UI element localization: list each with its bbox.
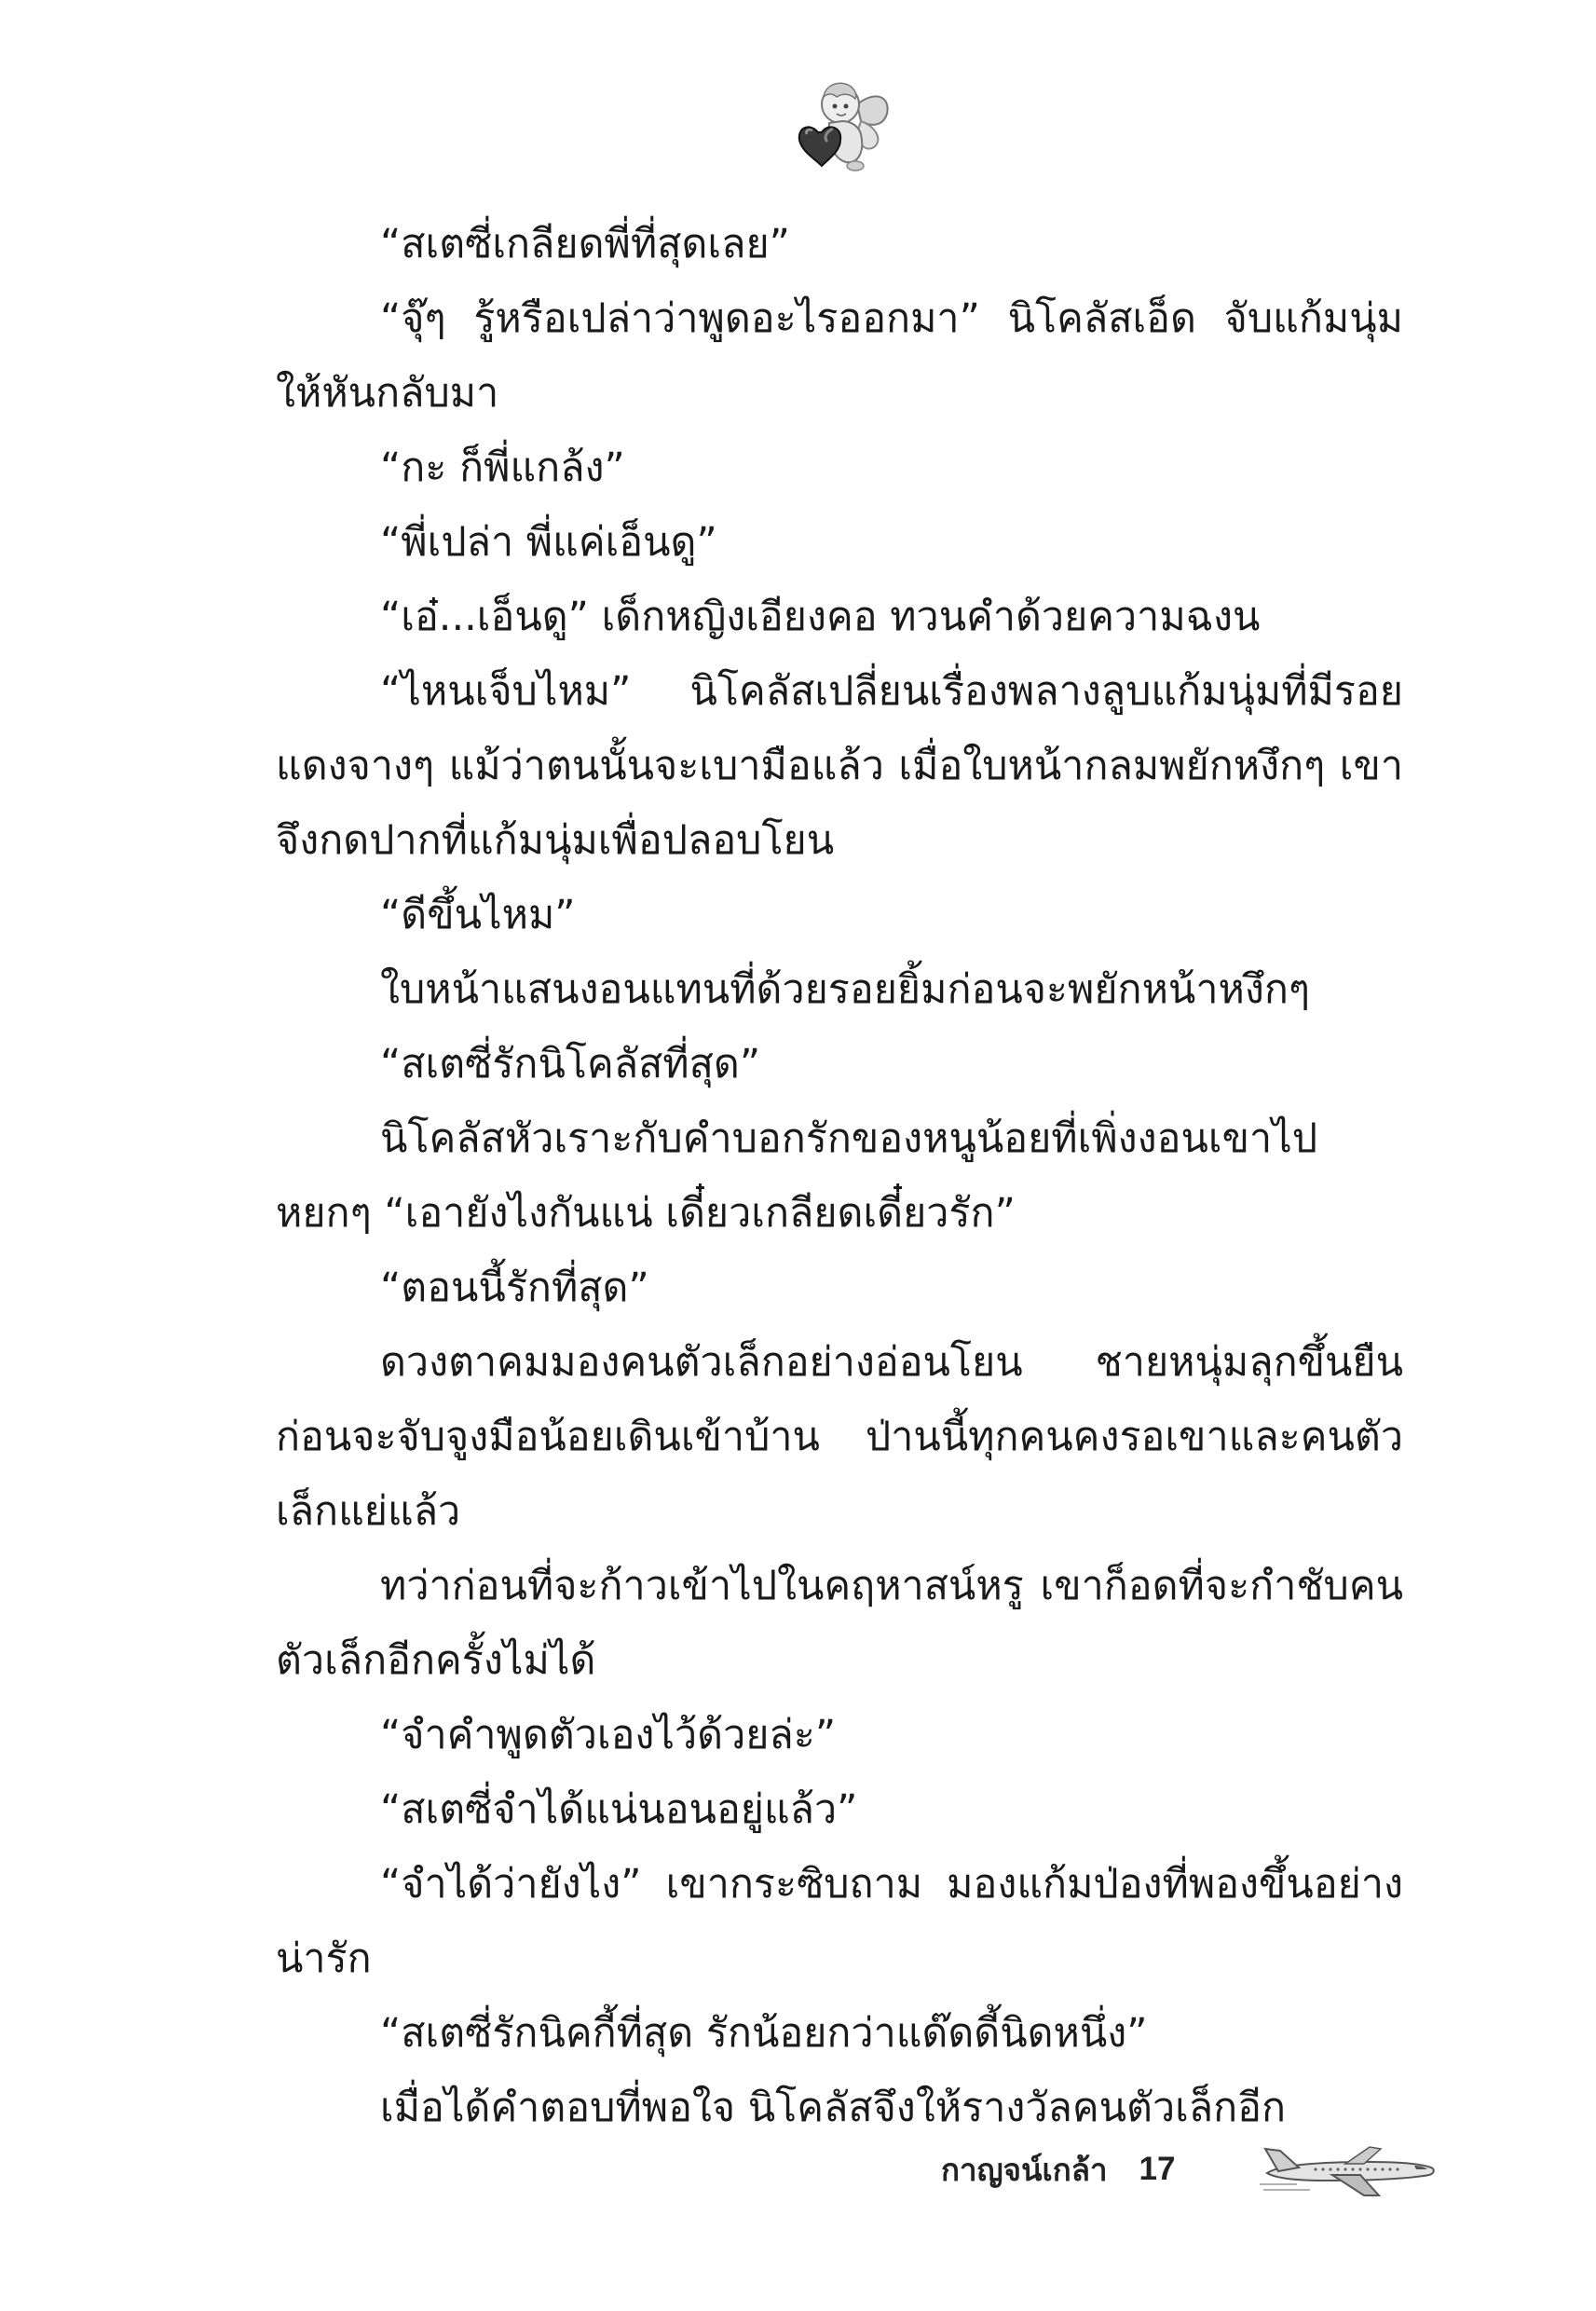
- paragraph: “กะ ก็พี่แกล้ง”: [380, 444, 625, 491]
- paragraph: ดวงตาคมมองคนตัวเล็กอย่างอ่อนโยน ชายหนุ่มลุกขึ้นยืนก่อนจะจับจูงมือน้อยเดินเข้าบ้าน ป่านนี้ทุกคนคงรอเขาและคนตัวเล็กแย่แล้ว: [276, 1339, 1403, 1535]
- paragraph: “เอ๋...เอ็นดู” เด็กหญิงเอียงคอ ทวนคำด้วยความฉงน: [380, 594, 1261, 640]
- author-name: กาญจน์เกล้า: [941, 2151, 1108, 2188]
- paragraph: “ดีขึ้นไหม”: [380, 892, 576, 938]
- paragraph: “จำได้ว่ายังไง” เขากระซิบถาม มองแก้มป่องที่พองขึ้นอย่างน่ารัก: [276, 1861, 1403, 1982]
- paragraph: “ตอนนี้รักที่สุด”: [380, 1265, 649, 1311]
- paragraph: “ไหนเจ็บไหม” นิโคลัสเปลี่ยนเรื่องพลางลูบแก้มนุ่มที่มีรอยแดงจางๆ แม้ว่าตนนั้นจะเบามือแล้ว เมื่อใบหน้ากลมพยักหงึกๆ เขาจึงกดปากที่แก้มนุ่มเพื่อปลอบโยน: [276, 668, 1403, 864]
- paragraph: “สเตซี่รักนิคกี้ที่สุด รักน้อยกว่าแด๊ดดี้นิดหนึ่ง”: [380, 2010, 1148, 2057]
- airplane-icon: [1260, 2138, 1437, 2199]
- paragraph: “สเตซี่รักนิโคลัสที่สุด”: [380, 1041, 761, 1087]
- paragraph: “สเตซี่เกลียดพี่ที่สุดเลย”: [380, 221, 790, 267]
- page-number: 17: [1139, 2151, 1176, 2187]
- paragraph: นิโคลัสหัวเราะกับคำบอกรักของหนูน้อยที่เพิ่งงอนเขาไปหยกๆ “เอายังไงกันแน่ เดี๋ยวเกลียดเดี๋ยวรัก”: [276, 1115, 1318, 1237]
- page-footer: [941, 2141, 1175, 2197]
- story-text: [276, 207, 1403, 2145]
- paragraph: ทว่าก่อนที่จะก้าวเข้าไปในคฤหาสน์หรู เขาก็อดที่จะกำชับคนตัวเล็กอีกครั้งไม่ได้: [276, 1563, 1403, 1684]
- cherub-holding-heart-icon: [790, 73, 894, 177]
- paragraph: “พี่เปล่า พี่แค่เอ็นดู”: [380, 519, 717, 566]
- paragraph: ใบหน้าแสนงอนแทนที่ด้วยรอยยิ้มก่อนจะพยักหน้าหงึกๆ: [380, 966, 1310, 1013]
- paragraph: “จำคำพูดตัวเองไว้ด้วยล่ะ”: [380, 1712, 837, 1758]
- paragraph: เมื่อได้คำตอบที่พอใจ นิโคลัสจึงให้รางวัลคนตัวเล็กอีก: [380, 2085, 1287, 2131]
- paragraph: “สเตซี่จำได้แน่นอนอยู่แล้ว”: [380, 1786, 858, 1833]
- paragraph: “จุ๊ๆ รู้หรือเปล่าว่าพูดอะไรออกมา” นิโคลัสเอ็ด จับแก้มนุ่มให้หันกลับมา: [276, 295, 1403, 417]
